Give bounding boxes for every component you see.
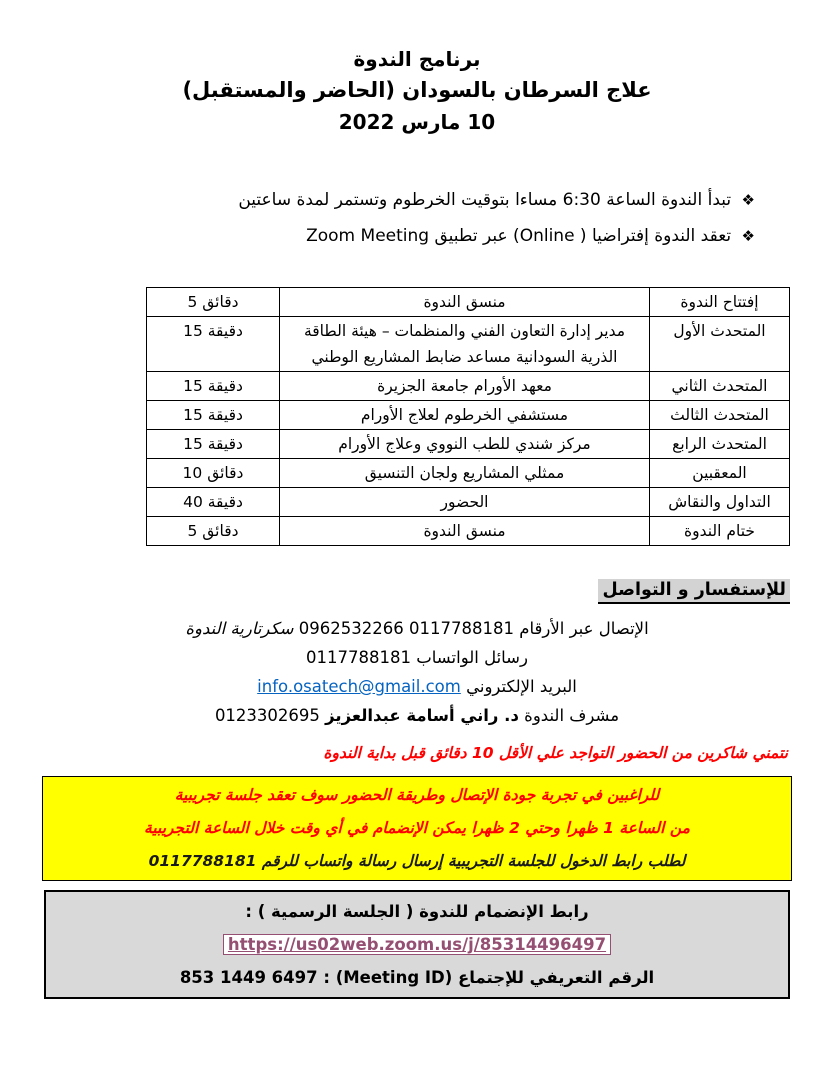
- speaker-cell: الحضور: [280, 488, 650, 517]
- whatsapp-label: رسائل الواتساب: [416, 648, 528, 667]
- table-row: [147, 317, 790, 372]
- supervisor-name: د. راني أسامة عبدالعزيز: [325, 706, 519, 725]
- whatsapp-number: 0117788181: [306, 648, 411, 667]
- speaker-cell: مركز شندي للطب النووي وعلاج الأورام: [280, 430, 650, 459]
- table-row: [147, 517, 790, 546]
- duration-cell: 5 دقائق: [147, 288, 280, 317]
- diamond-bullet-icon: ❖: [741, 227, 755, 245]
- session-cell: المتحدث الثاني: [650, 372, 790, 401]
- list-item: [0, 182, 755, 218]
- table-row: [147, 401, 790, 430]
- table-row: [147, 459, 790, 488]
- join-link-line: [50, 895, 784, 961]
- diamond-bullet-icon: ❖: [741, 191, 755, 209]
- duration-cell: 15 دقيقة: [147, 401, 280, 430]
- page-date: 10 مارس 2022: [338, 110, 496, 134]
- contact-section: [0, 579, 790, 604]
- table-row: [147, 488, 790, 517]
- session-cell: المتحدث الأول: [650, 317, 790, 372]
- email-link[interactable]: info.osatech@gmail.com: [257, 677, 461, 696]
- duration-cell: 15 دقيقة: [147, 372, 280, 401]
- session-cell: المعقبين: [650, 459, 790, 488]
- speaker-cell: ممثلي المشاريع ولجان التنسيق: [280, 459, 650, 488]
- trial-line-2: من الساعة 1 ظهرا وحتي 2 ظهرا يمكن الإنضمام في أي وقت خلال الساعة التجريبية: [144, 819, 690, 837]
- session-cell: ختام الندوة: [650, 517, 790, 546]
- supervisor-phone: 0123302695: [214, 706, 320, 725]
- whatsapp-line: [0, 646, 834, 669]
- duration-cell: 15 دقيقة: [147, 430, 280, 459]
- title-block: [0, 44, 834, 138]
- session-cell: المتحدث الرابع: [650, 430, 790, 459]
- join-box: [44, 890, 790, 999]
- supervisor-line: [0, 704, 834, 727]
- bullet-text-time: تبدأ الندوة الساعة 6:30 مساءا بتوقيت الخرطوم وتستمر لمدة ساعتين: [238, 190, 732, 210]
- table-row: [147, 430, 790, 459]
- speaker-cell: معهد الأورام جامعة الجزيرة: [280, 372, 650, 401]
- email-line: [0, 675, 834, 698]
- trial-line-3-label: لطلب رابط الدخول للجلسة التجريبية إرسال رسالة واتساب للرقم: [261, 852, 686, 870]
- contact-lines: [0, 617, 834, 727]
- session-cell: التداول والنقاش: [650, 488, 790, 517]
- meeting-id-line: [50, 961, 784, 994]
- email-label: البريد الإلكتروني: [466, 677, 577, 696]
- table-row: [147, 372, 790, 401]
- speaker-cell: مدير إدارة التعاون الفني والمنظمات – هيئة الطاقة الذرية السودانية مساعد ضابط المشاريع الوطني: [280, 317, 650, 372]
- page-title: برنامج الندوة: [353, 47, 481, 71]
- page-subtitle: علاج السرطان بالسودان (الحاضر والمستقبل): [182, 78, 652, 102]
- arrival-notice: نتمني شاكرين من الحضور التواجد علي الأقل 10 دقائق قبل بداية الندوة: [323, 744, 788, 762]
- session-cell: المتحدث الثالث: [650, 401, 790, 430]
- session-cell: إفتتاح الندوة: [650, 288, 790, 317]
- supervisor-label: مشرف الندوة: [524, 706, 620, 725]
- phone-numbers: 0117788181 0962532266: [298, 619, 514, 638]
- trial-session-box: [42, 776, 792, 881]
- schedule-table: [146, 287, 790, 546]
- meeting-id-en-label: (Meeting ID): [335, 968, 453, 987]
- duration-cell: 10 دقائق: [147, 459, 280, 488]
- contact-heading: للإستفسار و التواصل: [598, 579, 790, 604]
- bullet-text-online: تعقد الندوة إفتراضيا ( Online) عبر تطبيق Zoom Meeting: [306, 226, 732, 246]
- speaker-cell: منسق الندوة: [280, 517, 650, 546]
- duration-cell: 5 دقائق: [147, 517, 280, 546]
- meeting-id-label: الرقم التعريفي للإجتماع: [458, 968, 655, 987]
- meeting-id-separator: :: [323, 968, 330, 987]
- trial-line-3-number: 0117788181: [148, 852, 257, 870]
- phone-line: [0, 617, 834, 640]
- trial-line-1: للراغبين في تجربة جودة الإتصال وطريقة الحضور سوف تعقد جلسة تجريبية: [174, 786, 660, 804]
- duration-cell: 40 دقيقة: [147, 488, 280, 517]
- meeting-id-value: 853 1449 6497: [179, 968, 318, 987]
- phone-note: سكرتارية الندوة: [185, 619, 294, 638]
- join-link-label: رابط الإنضمام للندوة ( الجلسة الرسمية ) :: [245, 902, 589, 921]
- zoom-link[interactable]: https://us02web.zoom.us/j/85314496497: [223, 934, 611, 955]
- speaker-cell: منسق الندوة: [280, 288, 650, 317]
- phone-label: الإتصال عبر الأرقام: [519, 619, 649, 638]
- speaker-cell: مستشفي الخرطوم لعلاج الأورام: [280, 401, 650, 430]
- list-item: [0, 218, 755, 254]
- duration-cell: 15 دقيقة: [147, 317, 280, 372]
- intro-bullet-list: [0, 182, 755, 254]
- trial-line-3: [47, 845, 787, 878]
- table-row: [147, 288, 790, 317]
